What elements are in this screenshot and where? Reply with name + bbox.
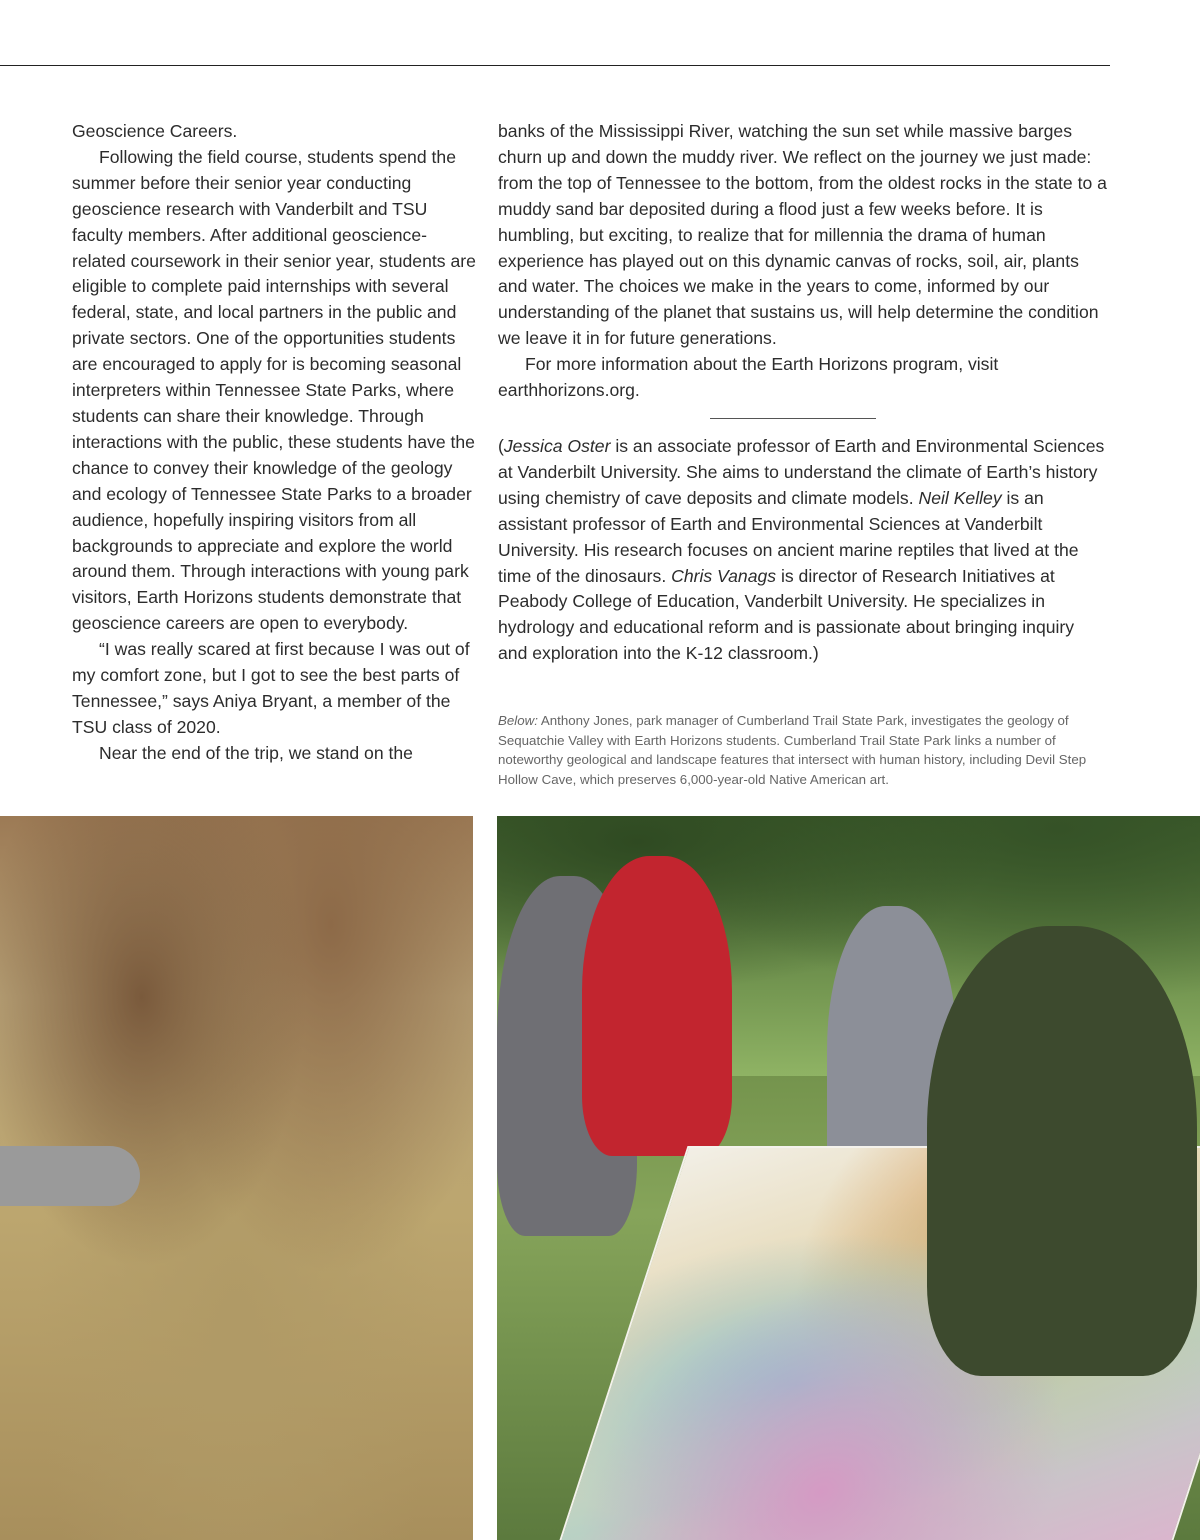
quote-paragraph: “I was really scared at first because I was out of my comfort zone, but I got to see the best parts of Tennessee,” says Aniya Bryant, a member of the TSU class of 2020. bbox=[72, 639, 470, 737]
author-name: Jessica Oster bbox=[503, 435, 611, 456]
caption-label: Below: bbox=[498, 713, 538, 728]
left-column bbox=[72, 119, 477, 767]
website-paragraph: For more information about the Earth Horizons program, visit earthhorizons.org. bbox=[498, 354, 999, 401]
photo-caption bbox=[498, 711, 1102, 789]
right-column bbox=[498, 119, 1108, 667]
paragraph: Following the field course, students spend the summer before their senior year conducting geoscience research with Vanderbilt and TSU faculty members. After additional geoscience-related coursework in their senior year, students are eligible to complete paid internships with several federal, state, and local partners in the public and private sectors. One of the opportunities students are encouraged to apply for is becoming seasonal interpreters within Tennessee State Parks, where students can share their knowledge. Through interactions with the public, these students have the chance to convey their knowledge of the geology and ecology of Tennessee State Parks to a broader audience, hopefully inspiring visitors from all backgrounds to appreciate and explore the world around them. Through interactions with young park visitors, Earth Horizons students demonstrate that geoscience careers are open to everybody. bbox=[72, 146, 476, 634]
top-rule bbox=[0, 65, 1110, 66]
student-figure bbox=[582, 856, 732, 1156]
paragraph: Geoscience Careers. bbox=[72, 121, 238, 141]
paragraph: banks of the Mississippi River, watching the sun set while massive barges churn up and down the muddy river. We reflect on the journey we just made: from the top of Tennessee to the bottom, from the oldest rocks in the state to a muddy sand bar deposited during a flood just a few weeks before. It is humbling, but exciting, to realize that for millennia the drama of human experience has played out on this dynamic canvas of rocks, soil, air, plants and water. The choices we make in the years to come, informed by our understanding of the planet that sustains us, will help determine the condition we leave it in for future generations. bbox=[498, 121, 1107, 349]
bio-open: ( bbox=[498, 435, 504, 456]
bio-text: is an associate professor of Earth and Environmental Sciences at Vanderbilt University. She aims to understand the climate of Earth’s history using chemistry of cave deposits and climate models. bbox=[498, 435, 1105, 508]
map-study-photo bbox=[497, 816, 1200, 1540]
author-bio bbox=[498, 434, 1108, 667]
park-manager-figure bbox=[927, 926, 1197, 1376]
bio-text: is an assistant professor of Earth and Environmental Sciences at Vanderbilt University. His research focuses on ancient marine reptiles that lived at the time of the dinosaurs. bbox=[498, 487, 1079, 586]
caption-text: Anthony Jones, park manager of Cumberland Trail State Park, investigates the geology of Sequatchie Valley with Earth Horizons students. Cumberland Trail State Park links a number of noteworthy geological and landscape features that intersect with human history, including Devil Step Hollow Cave, which preserves 6,000-year-old Native American art. bbox=[498, 713, 1087, 787]
bio-text: is director of Research Initiatives at Peabody College of Education, Vanderbilt University. He specializes in hydrology and educational reform and is passionate about bringing inquiry and exploration into the K-12 classroom.) bbox=[498, 565, 1075, 664]
paragraph: Near the end of the trip, we stand on the bbox=[99, 742, 413, 763]
section-divider bbox=[710, 418, 876, 419]
author-name: Neil Kelley bbox=[918, 487, 1002, 508]
pointing-arm bbox=[0, 1146, 140, 1206]
author-name: Chris Vanags bbox=[671, 565, 777, 586]
rock-wall-photo bbox=[0, 816, 473, 1540]
